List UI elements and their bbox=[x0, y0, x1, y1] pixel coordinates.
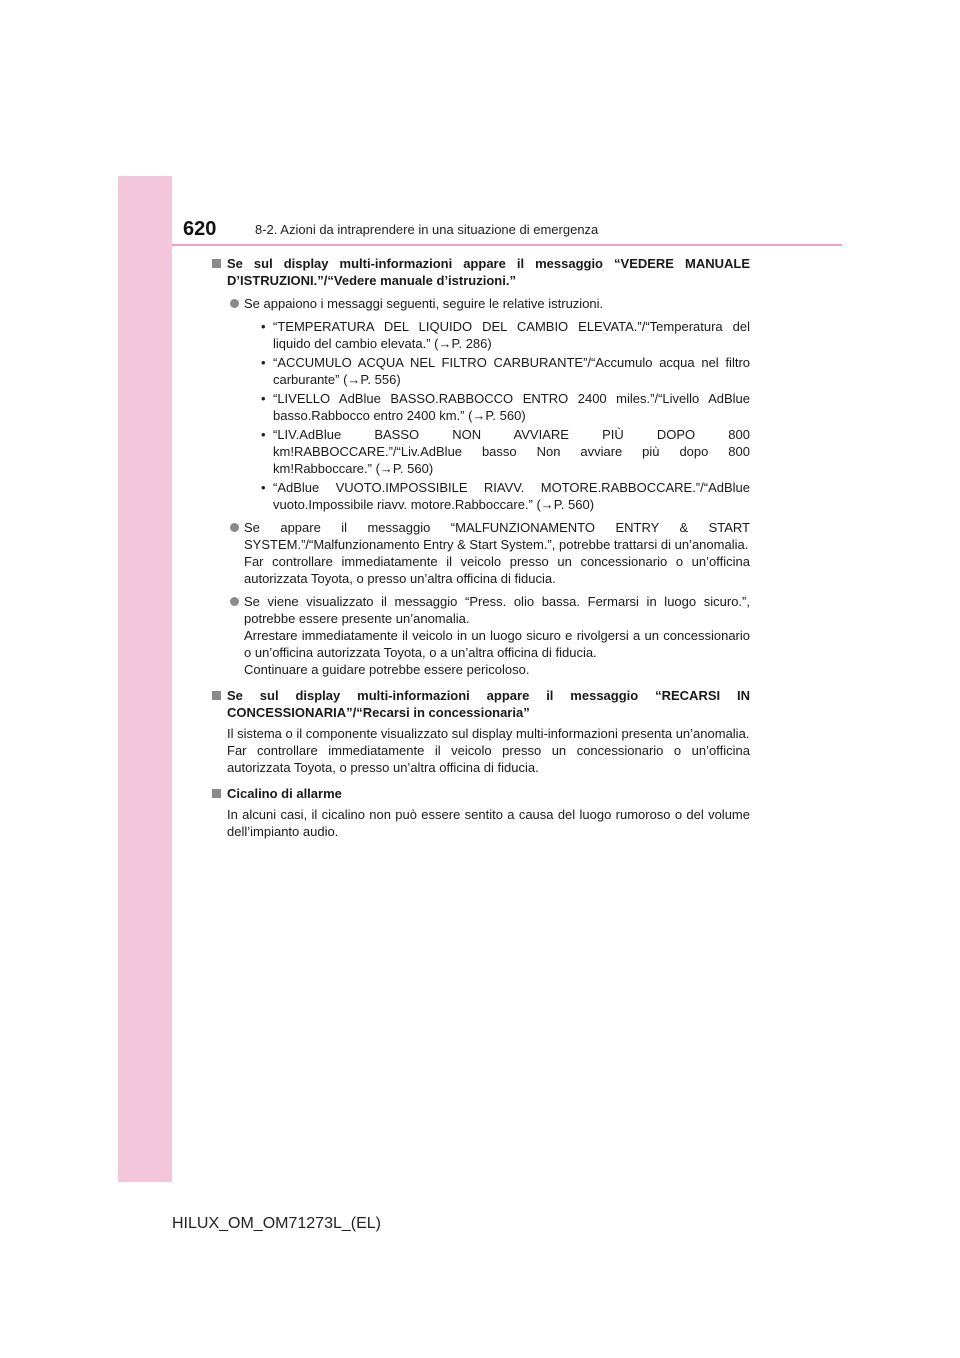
bullet-item bbox=[227, 593, 750, 678]
bullet-item bbox=[227, 519, 750, 587]
section-body bbox=[210, 725, 750, 776]
message-item: • “AdBlue VUOTO.IMPOSSIBILE RIAVV. MOTORE.RABBOCCARE.”/“AdBlue vuoto.Impossibile riavv. motore.Rabboccare.” (→P. 560) bbox=[244, 479, 750, 513]
document-code: HILUX_OM_OM71273L_(EL) bbox=[172, 1215, 381, 1232]
square-bullet-icon bbox=[212, 691, 221, 700]
bullet-text: Se viene visualizzato il messaggio “Press. olio bassa. Fermarsi in luogo sicuro.”, potrebbe essere presente un’anomalia. bbox=[244, 594, 750, 626]
body-paragraph: Far controllare immediatamente il veicolo presso un concessionario o un’officina autorizzata Toyota, o presso un’altra officina di fiducia. bbox=[227, 743, 750, 775]
section-heading: Cicalino di allarme bbox=[210, 785, 750, 802]
square-bullet-icon bbox=[212, 789, 221, 798]
bullet-text: Continuare a guidare potrebbe essere pericoloso. bbox=[244, 662, 530, 677]
message-item: • “ACCUMULO ACQUA NEL FILTRO CARBURANTE”/“Accumulo acqua nel filtro carburante” (→P. 556) bbox=[244, 354, 750, 388]
message-item: • “LIVELLO AdBlue BASSO.RABBOCCO ENTRO 2400 miles.”/“Livello AdBlue basso.Rabbocco entro 2400 km.” (→P. 560) bbox=[244, 390, 750, 424]
bullet-text: Far controllare immediatamente il veicolo presso un concessionario o un’officina autorizzata Toyota, o presso un’altra officina di fiducia. bbox=[244, 554, 750, 586]
circle-bullet-icon bbox=[230, 523, 239, 532]
bullet-item bbox=[227, 295, 750, 513]
section-title: 8-2. Azioni da intraprendere in una situazione di emergenza bbox=[255, 222, 599, 237]
section-heading: Se sul display multi-informazioni appare il messaggio “VEDERE MANUALE D’ISTRUZIONI.”/“Vedere manuale d’istruzioni.” bbox=[210, 255, 750, 289]
section-body bbox=[210, 806, 750, 840]
main-content bbox=[210, 255, 750, 840]
section-heading: Se sul display multi-informazioni appare il messaggio “RECARSI IN CONCESSIONARIA”/“Recarsi in concessionaria” bbox=[210, 687, 750, 721]
square-bullet-icon bbox=[212, 259, 221, 268]
circle-bullet-icon bbox=[230, 597, 239, 606]
message-list bbox=[244, 318, 750, 513]
circle-bullet-icon bbox=[230, 299, 239, 308]
page-number: 620 bbox=[183, 218, 217, 240]
message-item: • “TEMPERATURA DEL LIQUIDO DEL CAMBIO ELEVATA.”/“Temperatura del liquido del cambio elevata.” (→P. 286) bbox=[244, 318, 750, 352]
header-rule bbox=[172, 244, 842, 246]
body-paragraph: Il sistema o il componente visualizzato sul display multi-informazioni presenta un’anomalia. bbox=[227, 726, 750, 741]
body-paragraph: In alcuni casi, il cicalino non può essere sentito a causa del luogo rumoroso o del volume dell’impianto audio. bbox=[227, 807, 750, 839]
message-item: • “LIV.AdBlue BASSO NON AVVIARE PIÙ DOPO 800 km!RABBOCCARE.”/“Liv.AdBlue basso Non avviare più dopo 800 km!Rabboccare.” (→P. 560) bbox=[244, 426, 750, 477]
bullet-text: Se appare il messaggio “MALFUNZIONAMENTO ENTRY & START SYSTEM.”/“Malfunzionamento Entry & Start System.”, potrebbe trattarsi di un’anomalia. bbox=[244, 520, 750, 552]
bullet-text: Se appaiono i messaggi seguenti, seguire le relative istruzioni. bbox=[244, 296, 604, 311]
section-body bbox=[210, 295, 750, 678]
bullet-text: Arrestare immediatamente il veicolo in un luogo sicuro e rivolgersi a un concessionario o un’officina autorizzata Toyota, o a un’altra officina di fiducia. bbox=[244, 628, 750, 660]
side-tab-bar bbox=[118, 176, 172, 1182]
